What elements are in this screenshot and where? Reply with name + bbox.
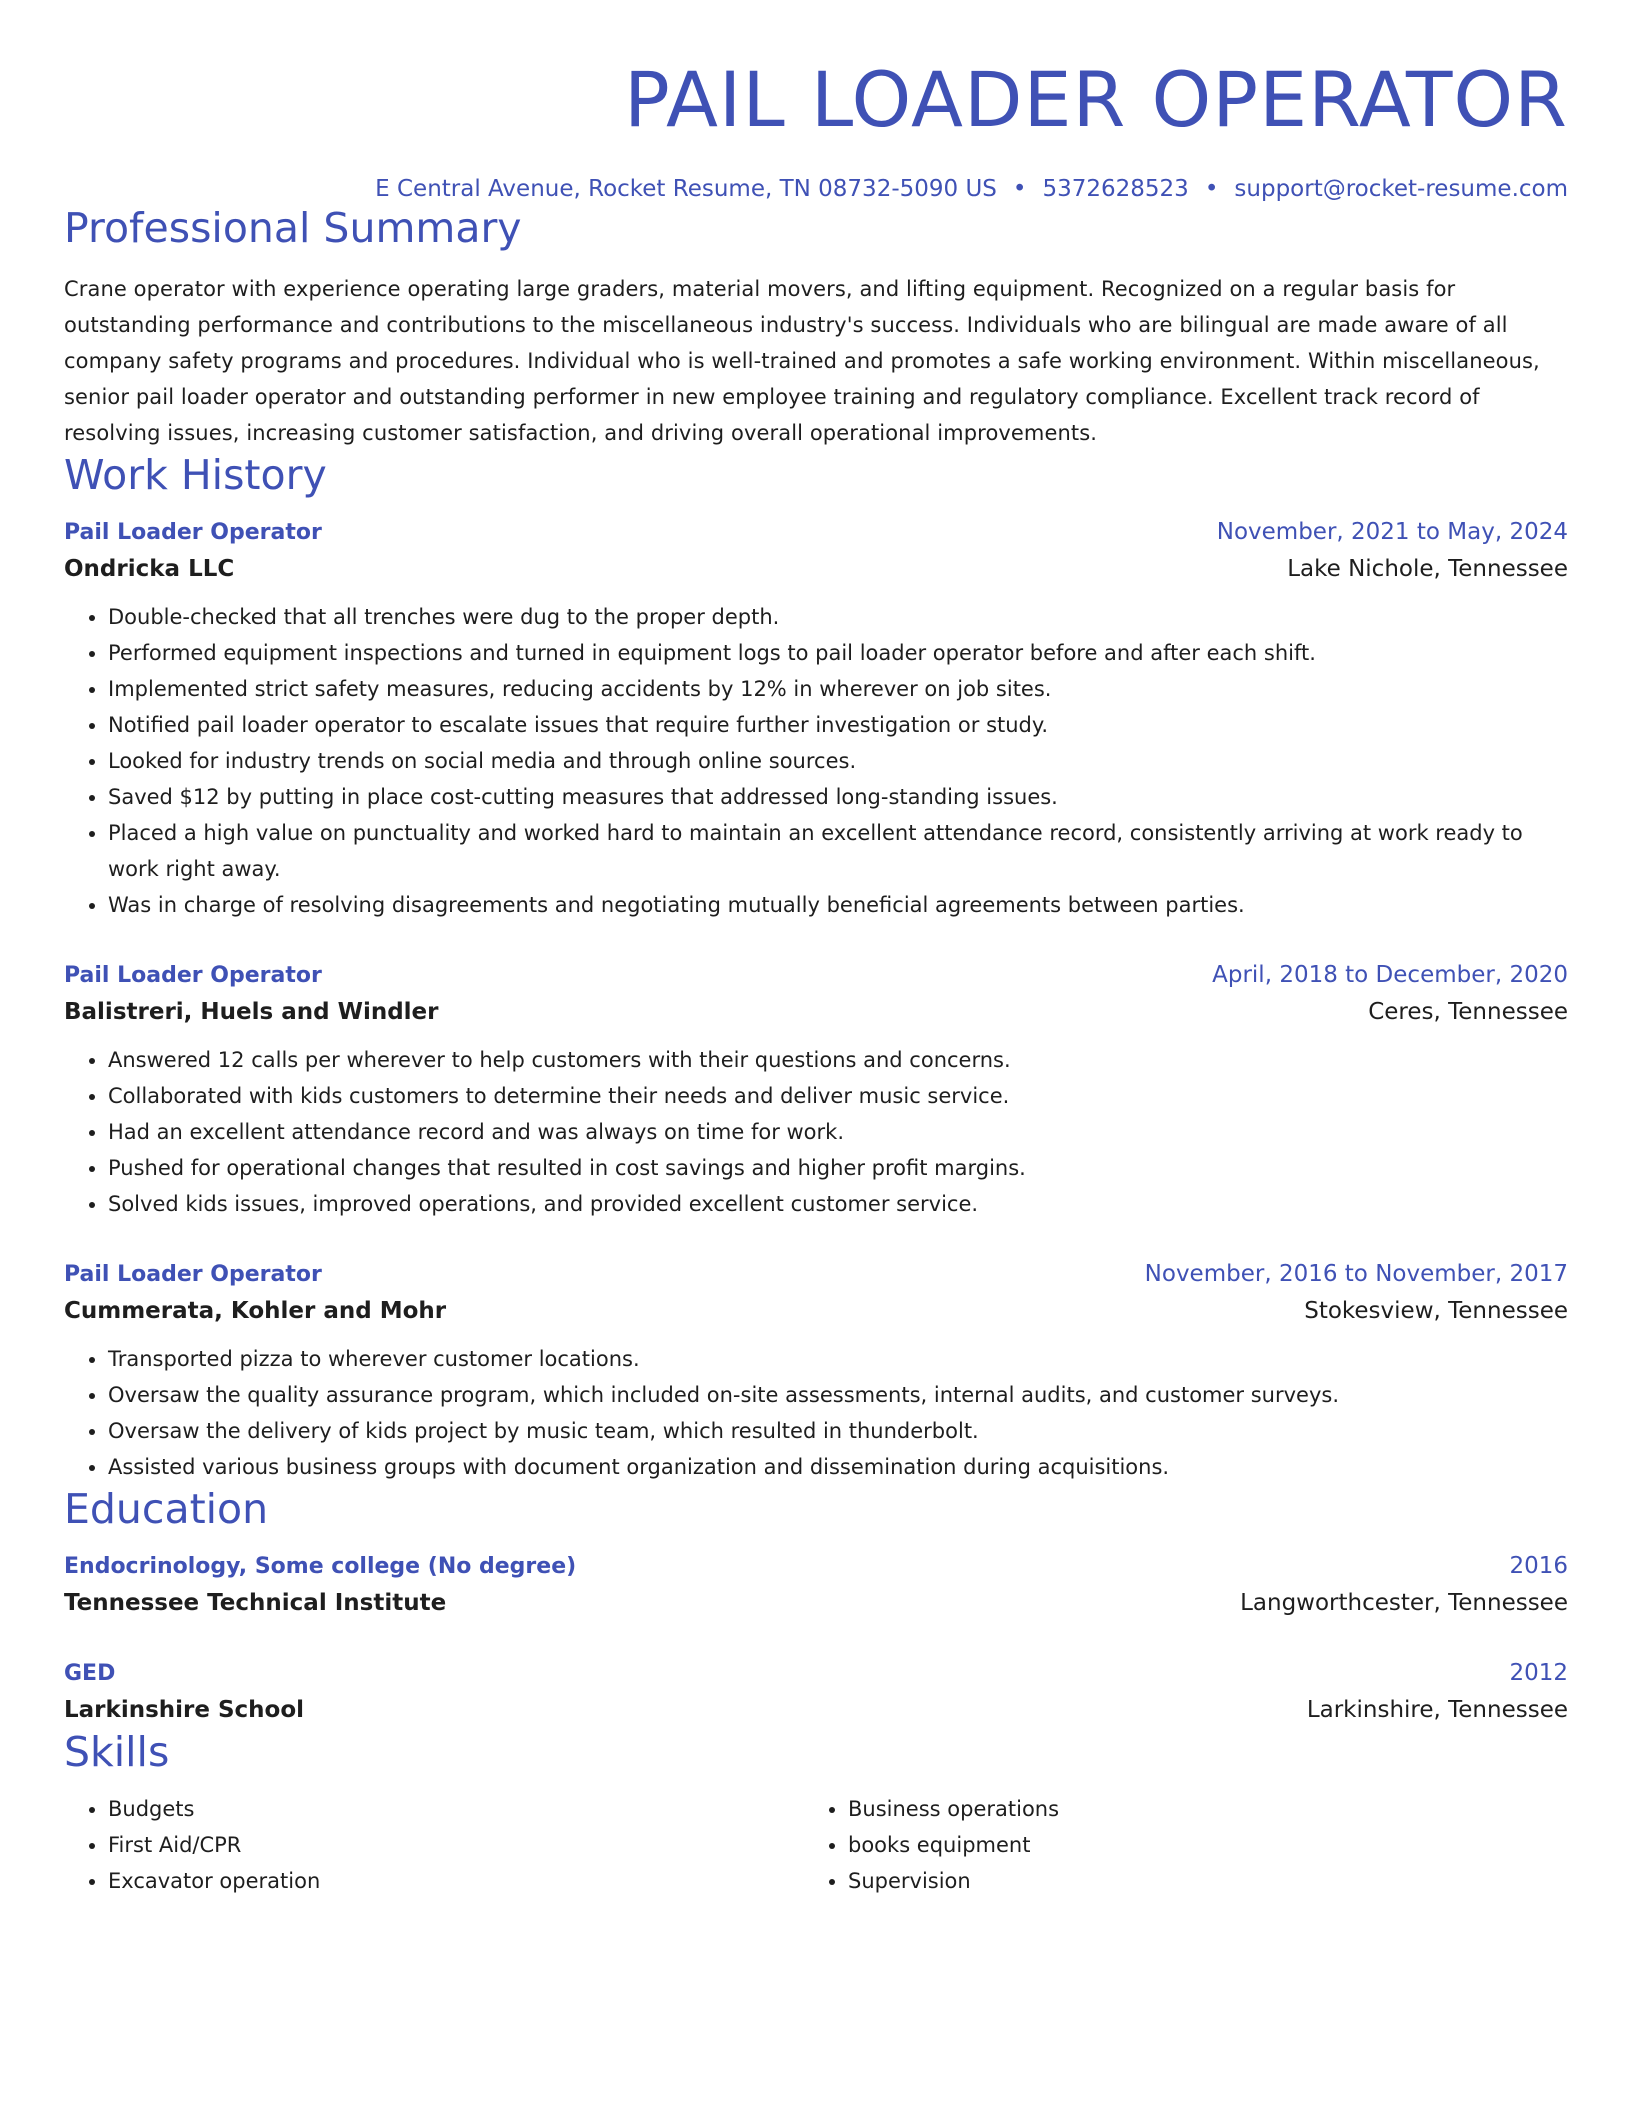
job-bullet: • Double-checked that all trenches were dug to the proper depth. bbox=[108, 599, 1568, 635]
job-dates: November, 2016 to November, 2017 bbox=[1144, 1260, 1568, 1287]
job-bullets bbox=[64, 1341, 1568, 1485]
job-company: Ondricka LLC bbox=[64, 555, 235, 582]
job-bullet: • Oversaw the delivery of kids project by music team, which resulted in thunderbolt. bbox=[108, 1413, 1568, 1449]
job-location: Lake Nichole, Tennessee bbox=[1287, 555, 1568, 582]
job-bullet: • Collaborated with kids customers to determine their needs and deliver music service. bbox=[108, 1078, 1568, 1114]
job-bullet: • Placed a high value on punctuality and worked hard to maintain an excellent attendance record, consistently arriving at work ready to work right away. bbox=[108, 815, 1568, 887]
job-bullet: • Answered 12 calls per wherever to help customers with their questions and concerns. bbox=[108, 1042, 1568, 1078]
job-bullet: • Transported pizza to wherever customer locations. bbox=[108, 1341, 1568, 1377]
job-company-row bbox=[64, 551, 1568, 587]
summary-text: Crane operator with experience operating large graders, material movers, and lifting equipment. Recognized on a regular basis for outstanding performance and contributions to the miscellaneous industry's success. Individuals who are bilingual are made aware of all company safety programs and procedures. Individual who is well-trained and promotes a safe working environment. Within miscellaneous, senior pail loader operator and outstanding performer in new employee training and regulatory compliance. Excellent track record of resolving issues, increasing customer satisfaction, and driving overall operational improvements. bbox=[64, 276, 1540, 445]
skill-item: • Business operations bbox=[848, 1791, 1544, 1827]
skills-column-right bbox=[804, 1791, 1544, 1899]
education-location: Larkinshire, Tennessee bbox=[1306, 1697, 1568, 1724]
skill-item: • books equipment bbox=[848, 1827, 1544, 1863]
contact-separator: • bbox=[1204, 176, 1219, 202]
education-header-row bbox=[64, 1655, 1568, 1692]
job-location: Stokesview, Tennessee bbox=[1304, 1297, 1568, 1324]
job-company: Cummerata, Kohler and Mohr bbox=[64, 1297, 447, 1324]
job-bullet: • Was in charge of resolving disagreements and negotiating mutually beneficial agreements between parties. bbox=[108, 887, 1568, 923]
education-year: 2012 bbox=[1509, 1660, 1568, 1687]
job-dates: November, 2021 to May, 2024 bbox=[1216, 518, 1568, 545]
job-bullet: • Pushed for operational changes that resulted in cost savings and higher profit margins. bbox=[108, 1150, 1568, 1186]
job-bullet: • Oversaw the quality assurance program, which included on-site assessments, internal audits, and customer surveys. bbox=[108, 1377, 1568, 1413]
job-bullet: • Solved kids issues, improved operations, and provided excellent customer service. bbox=[108, 1186, 1568, 1222]
summary-heading: Professional Summary bbox=[64, 203, 522, 252]
job-entry bbox=[64, 1256, 1568, 1485]
job-company: Balistreri, Huels and Windler bbox=[64, 998, 439, 1025]
resume-name: PAIL LOADER OPERATOR bbox=[623, 55, 1568, 144]
job-entry bbox=[64, 514, 1568, 923]
job-header-row bbox=[64, 957, 1568, 994]
skill-item: • Budgets bbox=[108, 1791, 804, 1827]
job-role: Pail Loader Operator bbox=[64, 519, 322, 545]
contact-phone[interactable]: 5372628523 bbox=[1042, 176, 1189, 202]
job-bullets bbox=[64, 1042, 1568, 1222]
job-location: Ceres, Tennessee bbox=[1368, 998, 1568, 1025]
job-entry bbox=[64, 957, 1568, 1222]
job-role: Pail Loader Operator bbox=[64, 962, 322, 988]
education-location: Langworthcester, Tennessee bbox=[1240, 1590, 1568, 1617]
job-header-row bbox=[64, 514, 1568, 551]
job-bullet: • Performed equipment inspections and turned in equipment logs to pail loader operator before and after each shift. bbox=[108, 635, 1568, 671]
contact-line bbox=[64, 176, 1568, 204]
job-company-row bbox=[64, 1293, 1568, 1329]
job-bullet: • Assisted various business groups with document organization and dissemination during acquisitions. bbox=[108, 1449, 1568, 1485]
education-degree: Endocrinology, Some college (No degree) bbox=[64, 1554, 577, 1580]
job-company-row bbox=[64, 994, 1568, 1030]
job-dates: April, 2018 to December, 2020 bbox=[1212, 961, 1568, 988]
job-bullet: • Implemented strict safety measures, reducing accidents by 12% in wherever on job sites. bbox=[108, 671, 1568, 707]
contact-email[interactable]: support@rocket-resume.com bbox=[1234, 176, 1568, 202]
job-bullet: • Had an excellent attendance record and was always on time for work. bbox=[108, 1114, 1568, 1150]
work-history-heading: Work History bbox=[64, 450, 327, 499]
skill-item: • Supervision bbox=[848, 1863, 1544, 1899]
job-bullet: • Notified pail loader operator to escalate issues that require further investigation or study. bbox=[108, 707, 1568, 743]
job-header-row bbox=[64, 1256, 1568, 1293]
education-header-row bbox=[64, 1548, 1568, 1585]
education-school: Larkinshire School bbox=[64, 1697, 305, 1724]
job-bullets bbox=[64, 599, 1568, 923]
education-school-row bbox=[64, 1692, 1568, 1728]
education-entry bbox=[64, 1548, 1568, 1621]
contact-address: E Central Avenue, Rocket Resume, TN 08732-5090 US bbox=[375, 176, 997, 202]
education-degree: GED bbox=[64, 1661, 116, 1687]
skills-column-left bbox=[64, 1791, 804, 1899]
job-bullet: • Saved $12 by putting in place cost-cutting measures that addressed long-standing issues. bbox=[108, 779, 1568, 815]
education-entry bbox=[64, 1655, 1568, 1728]
skill-item: • Excavator operation bbox=[108, 1863, 804, 1899]
skill-item: • First Aid/CPR bbox=[108, 1827, 804, 1863]
contact-separator: • bbox=[1012, 176, 1027, 202]
education-year: 2016 bbox=[1509, 1553, 1568, 1580]
skills-list bbox=[64, 1791, 1568, 1899]
job-bullet: • Looked for industry trends on social media and through online sources. bbox=[108, 743, 1568, 779]
job-role: Pail Loader Operator bbox=[64, 1261, 322, 1287]
education-heading: Education bbox=[64, 1484, 269, 1533]
education-school: Tennessee Technical Institute bbox=[64, 1590, 447, 1617]
skills-heading: Skills bbox=[64, 1728, 170, 1777]
education-school-row bbox=[64, 1585, 1568, 1621]
